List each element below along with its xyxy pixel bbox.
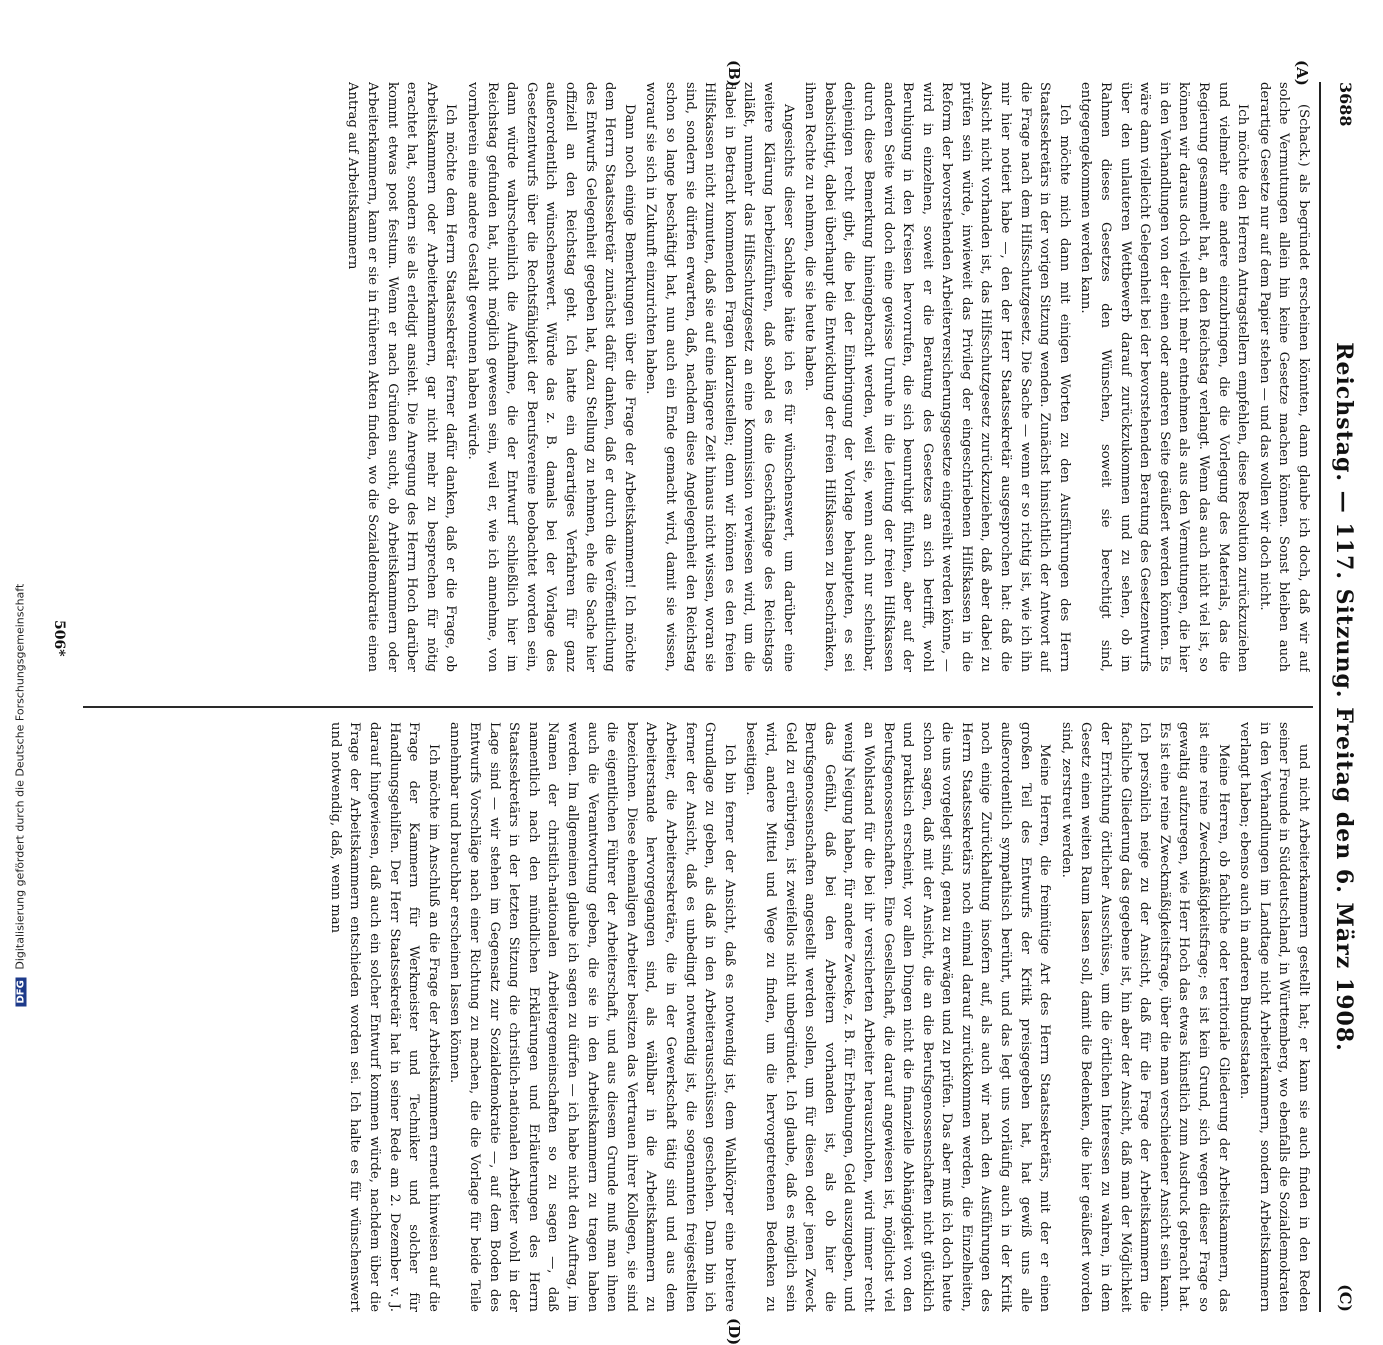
- paragraph: Meine Herren, die freimütige Art des Herrn Staatssekretärs, mit der er einen großen Teil des Entwurfs der Kritik preisgegeben hat, hat gewiß uns alle außerordentlich sympathisch berührt, und das legt uns vorläufig auch in der Kritik noch einige Zurückhaltung insofern auf, als auch wir nach den Ausführungen des Herrn Staatssekretärs noch einmal darauf zurückkommen werden, die Einzelheiten, die uns vorgelegt sind, genau zu erwägen und zu prüfen. Das aber muß ich doch heute schon sagen, daß mit der Ansicht, die an die Berufsgenossenschaften nicht glücklich und praktisch erscheint, vor allen Dingen nicht die finanzielle Abhängigkeit von den Berufsgenossenschaften. Eine Gesellschaft, die darauf angewiesen ist, möglichst viel an Wohlstand für die bei ihr versicherten Arbeiter herauszuholen, wird immer recht wenig Neigung haben, für andere Zwecke, z. B. für Erhebungen, Geld auszugeben, und das Gefühl, daß bei den Arbeitern vorhanden ist, als ob hier die Berufsgenossenschaften angestellt werden sollen, um für diesen oder jenen Zweck Geld zu erübrigen, ist zweifellos nicht unbegründet. Ich glaube, daß es möglich sein wird, andere Mittel und Wege zu finden, um die hervorgetretenen Bedenken zu beseitigen.: [743, 722, 1053, 1312]
- dfg-logo-icon: DFG: [16, 977, 27, 1006]
- text-column-right: [83, 722, 1313, 1312]
- paragraph: Ich möchte dem Herrn Staatssekretär ferner dafür danken, daß er die Frage, ob Arbeitskammern oder Arbeiterkammern, gar nicht mehr zu besprechen für nötig erachtet hat, sondern sie als erledigt ansieht. Die Anregung des Herrn Hoch darüber kommt etwas post festum. Wenn er nach Gründen sucht, ob Arbeitskammern oder Arbeiterkammern, kann er sie in früheren Akten finden, wo die Sozialdemokratie einen Antrag auf Arbeitskammern: [345, 82, 459, 672]
- paragraph: Ich möchte im Anschluß an die Frage der Arbeitskammern erneut hinweisen auf die Frage der Kammern für Werkmeister und Techniker und solcher für Handlungsgehilfen. Der Herr Staatssekretär hat in seiner Rede am 2. Dezember v. J. darauf hingewiesen, daß auch ein solcher Entwurf kommen würde, nachdem über die Frage der Arbeitskammern entschieden worden sei. Ich halte es für wünschenswert und notwendig, daß, wenn man: [327, 722, 441, 1312]
- signature-footnote: 506*: [51, 620, 67, 657]
- paragraph: Angesichts dieser Sachlage hätte ich es für wünschenswert, um darüber eine weitere Klärung herbeizuführen, daß sobald es die Geschäftslage des Reichstags zuläßt, nunmehr das Hilfsschutzgesetz an eine Kommission verwiesen wird, um die dabei in Betracht kommenden Fragen klarzustellen; denn wir können es den freien Hilfskassen nicht zumuten, daß sie auf eine längere Zeit hinaus nicht wissen, woran sie sind, sondern sie dürfen erwarten, daß, nachdem diese Angelegenheit den Reichstag schon so lange beschäftigt hat, nun auch ein Ende gemacht wird, damit sie wissen, worauf sie sich in Zukunft einzurichten haben.: [643, 82, 796, 672]
- marginal-marker-c: (C): [1336, 1284, 1355, 1312]
- text-column-left: [83, 82, 1313, 672]
- paragraph: Ich möchte mich dann mit einigen Worten zu den Ausführungen des Herrn Staatssekretärs in der vorigen Sitzung wenden. Zunächst hinsichtlich der Antwort auf die Frage nach dem Hilfsschutzgesetz. Die Sache — wenn er so richtig ist, wie ich ihn mir hier notiert habe —, den der Herr Staatssekretär ausgesprochen hat: daß die Absicht nicht vorhanden ist, das Hilfsschutzgesetz zurückzuziehen, daß aber dabei zu prüfen sein würde, inwieweit das Privileg der eingeschriebenen Hilfskassen in die Reform der bevorstehenden Arbeiterversicherungsgesetze eingereiht werden könne, — wird in einzelnen, soweit er die Beratung des Gesetzes an sich betrifft, wohl Beruhigung in den Kreisen hervorrufen, die sich beunruhigt fühlten, aber auf der anderen Seite wird doch eine gewisse Unruhe in die Leitung der freien Hilfskassen durch diese Bemerkung hineingebracht werden, weil sie, wenn auch nur scheinbar, denjenigen recht gibt, die bei der Einbringung der Vorlage behaupteten, es sei beabsichtigt, dabei überhaupt die Entwicklung der freien Hilfskassen zu beschränken, ihnen Rechte zu nehmen, die sie heute haben.: [802, 82, 1072, 672]
- paragraph: Ich bin ferner der Ansicht, daß es notwendig ist, dem Wahlkörper eine breitere Grundlage zu geben, als daß in den Arbeiterausschüssen geschehen. Dann bin ich ferner der Ansicht, daß es unbedingt notwendig ist, die sogenannten freigestellten Arbeiter, die Arbeitersekretäre, die in der Gewerkschaft tätig sind und aus dem Arbeiterstande hervorgegangen sind, als wählbar in die Arbeitskammern zu bezeichnen. Diese ehemaligen Arbeiter besitzen das Vertrauen ihrer Kollegen, sie sind die eigentlichen Führer der Arbeiterschaft, und aus diesem Grunde muß man ihnen auch die Verantwortung geben, die sie in den Arbeitskammern zu tragen haben werden. Im allgemeinen glaube ich sagen zu dürfen — ich habe nicht den Auftrag, im Namen der christlich-nationalen Arbeitergemeinschaften so zu sagen —, daß namentlich nach den mündlichen Erklärungen und Erläuterungen des Herrn Staatssekretärs in der letzten Sitzung die christlich-nationalen Arbeiter wohl in der Lage sind — wir stehen im Gegensatz zur Sozialdemokratie —, auf dem Boden des Entwurfs Vorschläge nach einer Richtung zu machen, die die Vorlage für beide Teile annehmbar und brauchbar erscheinen lassen können.: [447, 722, 737, 1312]
- paragraph: Ich möchte den Herren Antragstellern empfehlen, diese Resolution zurückzuziehen und vielmehr eine andere einzubringen, die die Vorlegung des Materials, das die Regierung gesammelt hat, an den Reichstag verlangt. Wenn das auch nicht viel ist, so können wir daraus doch vielleicht mehr entnehmen als aus den Vermutungen, die hier in den Verhandlungen von der einen oder anderen Seite geäußert werden könnten. Es wäre dann vielleicht Gelegenheit bei der bevorstehenden Beratung des Gesetzentwurfs über den unlauteren Wettbewerb darauf zurückzukommen und zu sehen, ob im Rahmen dieses Gesetzes den Wünschen, soweit sie berechtigt sind, entgegengekommen werden kann.: [1078, 82, 1251, 672]
- paragraph: (Schack.) als begründet erscheinen könnten, dann glaube ich doch, daß wir auf solche Vermutungen allein hin keine Gesetze machen können. Sonst bleiben auch derartige Gesetze nur auf dem Papier stehen — und das wollen wir doch nicht.: [1256, 82, 1311, 672]
- page-number: 3688: [1336, 82, 1355, 127]
- marginal-marker-a: (A): [1293, 60, 1311, 86]
- credit-text: Digitalisierung gefördert durch die Deutsche Forschungsgemeinschaft: [13, 583, 27, 970]
- paragraph: Meine Herren, ob fachliche oder territoriale Gliederung der Arbeitskammern, das ist eine reine Zweckmäßigkeitsfrage; es ist kein Grund, sich wegen dieser Frage so gewaltig aufzuregen, wie Herr Hoch das etwas künstlich zum Ausdruck gebracht hat. Es ist eine reine Zweckmäßigkeitsfrage, über die man verschiedener Ansicht sein kann. Ich persönlich neige zu der Ansicht, daß für die Frage der Arbeitskammern die fachliche Gliederung das gegebene ist, hin aber der Ansicht, daß man der Möglichkeit der Errichtung örtlicher Ausschüsse, um die örtlichen Interessen zu wahren, in dem Gesetz einen weiten Raum lassen soll, damit die Bedenken, die hier geäußert worden sind, zerstreut werden.: [1058, 722, 1231, 1312]
- marginal-marker-b: (B): [725, 60, 743, 87]
- header-rule: [1319, 82, 1321, 1312]
- page-header: [1325, 82, 1365, 1312]
- running-title: Reichstag. — 117. Sitzung. Freitag den 6. März 1908.: [1331, 342, 1357, 1052]
- marginal-marker-d: (D): [725, 1318, 743, 1345]
- paragraph: Dann noch einige Bemerkungen über die Frage der Arbeitskammern! Ich möchte dem Herrn Staatssekretär zunächst dafür danken, daß er durch die Veröffentlichung des Entwurfs Gelegenheit gegeben hat, dazu Stellung zu nehmen, ehe die Sache hier offiziell an den Reichstag geht. Ich hatte ein derartiges Verfahren für ganz außerordentlich wünschenswert. Würde das z. B. damals bei der Vorlage des Gesetzentwurfs über die Rechtsfähigkeit der Berufsvereine beobachtet worden sein, dann würde wahrscheinlich die Aufnahme, die der Entwurf schließlich hier im Reichstag gefunden hat, nicht möglich gewesen sein, weil er, wie ich annehme, von vornherein eine andere Gestalt gewonnen haben würde.: [465, 82, 637, 672]
- column-divider: [83, 706, 1313, 708]
- paragraph: und nicht Arbeiterkammern gestellt hat; er kann sie auch finden in den Reden seiner Freunde in Süddeutschland, in Württemberg, wo ebenfalls die Sozialdemokraten in den Verhandlungen im Landtage nicht Arbeiterkammern, sondern Arbeitskammern verlangt haben; ebenso auch in anderen Bundesstaaten.: [1237, 722, 1311, 1312]
